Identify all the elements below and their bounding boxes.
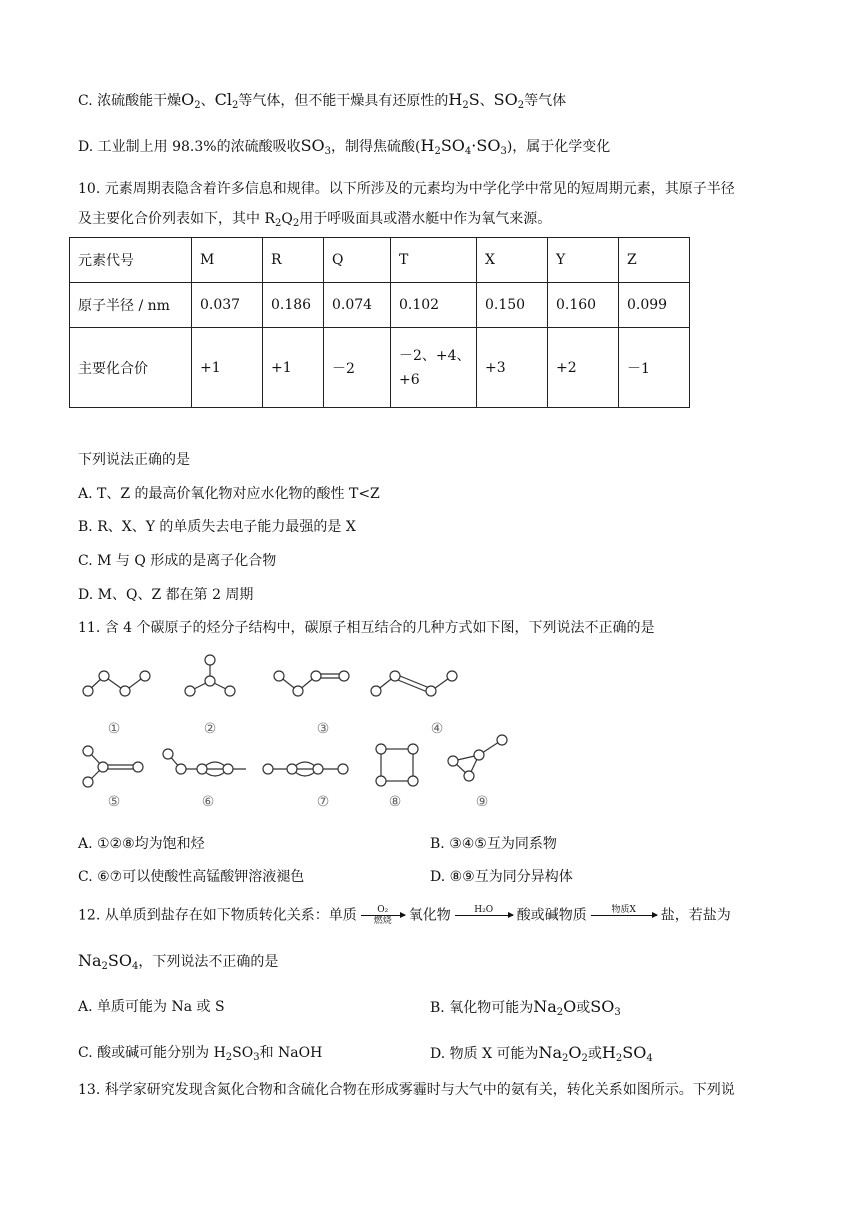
carbon-skeleton-figure	[70, 648, 530, 818]
structure-7	[263, 762, 348, 776]
table-cell	[391, 328, 477, 408]
q10-stem-line2: 及主要化合价列表如下，其中 $R_2Q_2$用于呼吸面具或潜水艇中作为氧气来源。	[78, 211, 552, 229]
q12-option-c: C. 酸或碱可能分别为 $H_2SO_3$和 NaOH	[78, 1045, 323, 1063]
q12-stem-line2: $Na_2SO_4$，下列说法不正确的是	[78, 951, 279, 972]
table-cell: 主要化合价	[70, 328, 192, 408]
q10-option-b: B. R、X、Y 的单质失去电子能力最强的是 X	[78, 519, 356, 535]
table-cell: 0.099	[619, 283, 690, 328]
q12-stem-line1: 12. 从单质到盐存在如下物质转化关系：单质 O₂ 燃烧 氧化物 H₂O 酸或碱物质 物质X 盐，若盐为	[78, 905, 731, 926]
q12-option-b: B. 氧化物可能为$Na_2O$或$SO_3$	[430, 997, 621, 1018]
table-cell: 0.037	[192, 283, 263, 328]
table-cell: －1	[619, 328, 690, 408]
structure-label-8: ⑧	[388, 794, 402, 810]
table-cell: Z	[619, 238, 690, 283]
q12-option-d: D. 物质 X 可能为$Na_2O_2$或$H_2SO_4$	[430, 1043, 653, 1064]
structure-2	[185, 655, 235, 696]
structure-label-5: ⑤	[107, 794, 121, 810]
q10-option-d: D. M、Q、Z 都在第 2 周期	[78, 587, 254, 603]
table-cell: 0.150	[477, 283, 548, 328]
q9-option-d: D. 工业制上用 98.3%的浓硫酸吸收$SO_3$，制得焦硫酸$(H_2SO_4\cdot SO_3)$，属于化学变化	[78, 136, 611, 157]
structure-label-3: ③	[316, 721, 330, 737]
table-cell: +2	[548, 328, 619, 408]
valence-t-line1: －2、+4、	[399, 347, 471, 364]
structure-1	[83, 671, 150, 696]
q10-option-c: C. M 与 Q 形成的是离子化合物	[78, 553, 277, 569]
arrow-2: H₂O	[455, 905, 513, 926]
structure-label-4: ④	[430, 721, 444, 737]
structure-label-7: ⑦	[316, 794, 330, 810]
q11-stem: 11. 含 4 个碳原子的烃分子结构中，碳原子相互结合的几种方式如下图，下列说法不正确的是	[78, 620, 655, 636]
table-cell: 0.160	[548, 283, 619, 328]
structure-3	[274, 671, 349, 696]
structure-4	[371, 671, 457, 696]
structure-5	[83, 746, 143, 787]
table-cell: Q	[324, 238, 391, 283]
q12-option-a: A. 单质可能为 Na 或 S	[78, 999, 225, 1015]
structure-8	[376, 744, 418, 786]
arrow-1: O₂ 燃烧	[361, 905, 405, 926]
table-cell: R	[263, 238, 324, 283]
structure-label-9: ⑨	[475, 794, 489, 810]
table-cell: 0.102	[391, 283, 477, 328]
structure-label-2: ②	[203, 721, 217, 737]
element-table	[69, 237, 690, 408]
q11-option-d: D. ⑧⑨互为同分异构体	[430, 869, 573, 885]
q11-option-a: A. ①②⑧均为饱和烃	[78, 836, 205, 852]
structure-6	[163, 749, 246, 776]
table-cell: +1	[263, 328, 324, 408]
q11-option-c: C. ⑥⑦可以使酸性高锰酸钾溶液褪色	[78, 869, 305, 885]
table-cell: －2	[324, 328, 391, 408]
table-cell: +3	[477, 328, 548, 408]
table-cell: 0.186	[263, 283, 324, 328]
table-cell: 0.074	[324, 283, 391, 328]
structure-label-1: ①	[107, 721, 121, 737]
structure-9	[448, 735, 507, 781]
q10-stem-line1: 10. 元素周期表隐含着许多信息和规律。以下所涉及的元素均为中学化学中常见的短周期元素，其原子半径	[78, 181, 735, 197]
table-cell: +1	[192, 328, 263, 408]
table-cell: X	[477, 238, 548, 283]
table-row	[70, 238, 690, 283]
table-cell: 元素代号	[70, 238, 192, 283]
table-cell: M	[192, 238, 263, 283]
table-cell: Y	[548, 238, 619, 283]
q13-stem: 13. 科学家研究发现含氮化合物和含硫化合物在形成雾霾时与大气中的氨有关，转化关系如图所示。下列说	[78, 1082, 735, 1098]
valence-t-line2: +6	[399, 371, 420, 388]
table-row	[70, 328, 690, 408]
q10-prompt: 下列说法正确的是	[78, 452, 190, 468]
table-cell: 原子半径 / nm	[70, 283, 192, 328]
q9-option-c: C. 浓硫酸能干燥$O_2$、$Cl_2$等气体，但不能干燥具有还原性的$H_2S$、$SO_2$等气体	[78, 90, 567, 111]
q11-option-b: B. ③④⑤互为同系物	[430, 836, 557, 852]
structure-label-6: ⑥	[201, 794, 215, 810]
table-row	[70, 283, 690, 328]
table-cell: T	[391, 238, 477, 283]
q10-option-a: A. T、Z 的最高价氧化物对应水化物的酸性 T<Z	[78, 486, 380, 502]
arrow-3: 物质X	[591, 905, 657, 926]
